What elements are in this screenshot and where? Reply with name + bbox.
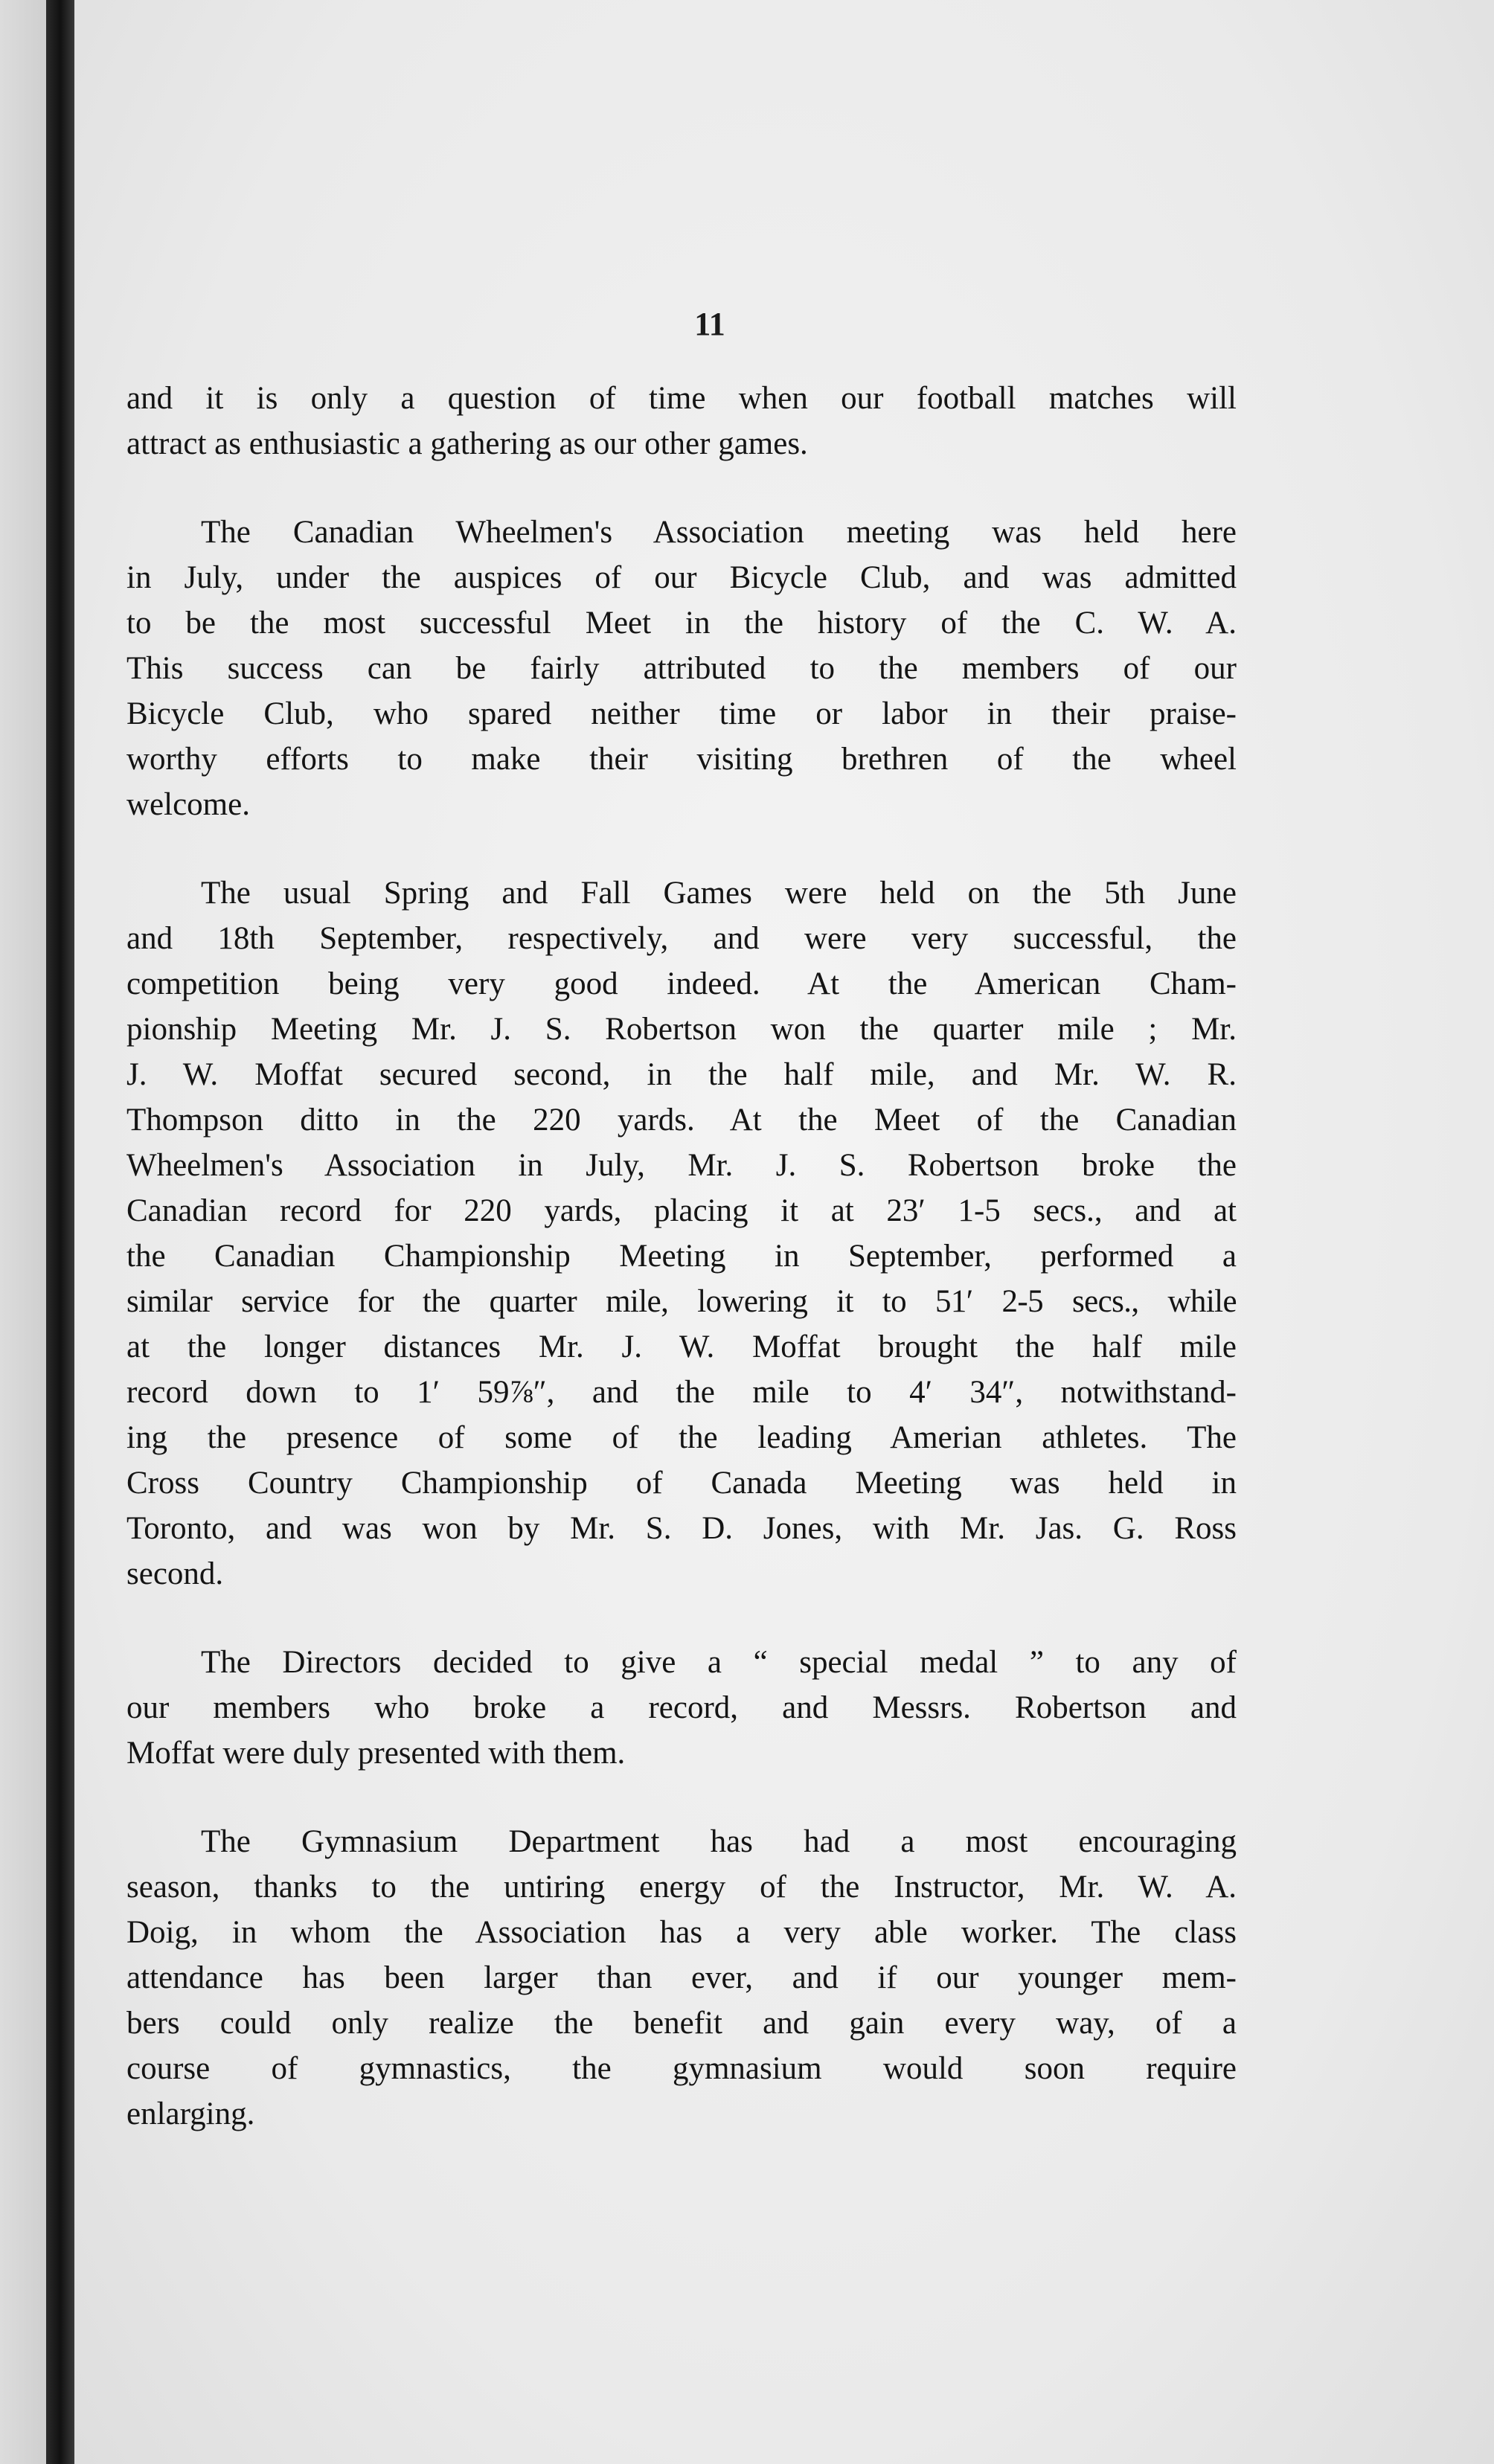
page-number: 11 [694,306,725,342]
body-text [126,376,1237,2180]
text-line: attract as enthusiastic a gathering as our other games. [126,426,808,461]
facing-page-edge [0,0,46,2464]
text-line: ing the presence of some of the leading Amerian athletes. The [126,1420,1237,1455]
paragraph-football [126,376,1237,466]
text-line: to be the most successful Meet in the history of the C. W. A. [126,606,1237,641]
text-line: attendance has been larger than ever, and if our younger mem- [126,1960,1237,1995]
text-line: our members who broke a record, and Messrs. Robertson and [126,1690,1237,1725]
text-line: in July, under the auspices of our Bicycle Club, and was admitted [126,560,1237,595]
text-line: enlarging. [126,2096,255,2131]
text-line: pionship Meeting Mr. J. S. Robertson won the quarter mile ; Mr. [126,1012,1237,1047]
book-binding [46,0,74,2464]
text-line: and it is only a question of time when our football matches will [126,381,1237,416]
text-line: at the longer distances Mr. J. W. Moffat brought the half mile [126,1329,1237,1364]
text-line: Wheelmen's Association in July, Mr. J. S. Robertson broke the [126,1148,1237,1183]
text-line: competition being very good indeed. At the American Cham- [126,966,1237,1001]
text-line: The Canadian Wheelmen's Association meeting was held here [201,515,1237,550]
text-line: Bicycle Club, who spared neither time or labor in their praise- [126,696,1237,731]
text-line: This success can be fairly attributed to the members of our [126,651,1237,686]
text-line: Cross Country Championship of Canada Meeting was held in [126,1466,1237,1501]
text-line: worthy efforts to make their visiting brethren of the wheel [126,742,1237,777]
text-line: Moffat were duly presented with them. [126,1736,626,1771]
text-line: season, thanks to the untiring energy of the Instructor, Mr. W. A. [126,1870,1237,1905]
text-line: course of gymnastics, the gymnasium would soon require [126,2051,1237,2086]
text-line: record down to 1′ 59⅞″, and the mile to 4′ 34″, notwithstand- [126,1375,1237,1410]
text-line: second. [126,1556,224,1591]
text-line: Thompson ditto in the 220 yards. At the Meet of the Canadian [126,1103,1237,1138]
text-line: Canadian record for 220 yards, placing it at 23′ 1-5 secs., and at [126,1193,1237,1228]
text-line: the Canadian Championship Meeting in September, performed a [126,1239,1237,1274]
text-line: bers could only realize the benefit and gain every way, of a [126,2006,1237,2041]
paragraph-medal [126,1640,1237,1776]
text-line: and 18th September, respectively, and were very successful, the [126,921,1237,956]
paragraph-games [126,870,1237,1597]
text-line: J. W. Moffat secured second, in the half mile, and Mr. W. R. [126,1057,1237,1092]
paragraph-gymnasium [126,1819,1237,2137]
text-line: The Directors decided to give a “ special medal ” to any of [201,1645,1237,1680]
text-line: similar service for the quarter mile, lowering it to 51′ 2-5 secs., while [126,1284,1237,1319]
text-line: Toronto, and was won by Mr. S. D. Jones, with Mr. Jas. G. Ross [126,1511,1237,1546]
text-line: The Gymnasium Department has had a most encouraging [201,1824,1237,1859]
text-line: welcome. [126,787,250,822]
text-line: Doig, in whom the Association has a very able worker. The class [126,1915,1237,1950]
paragraph-wheelmen [126,510,1237,827]
text-line: The usual Spring and Fall Games were held on the 5th June [201,876,1237,911]
